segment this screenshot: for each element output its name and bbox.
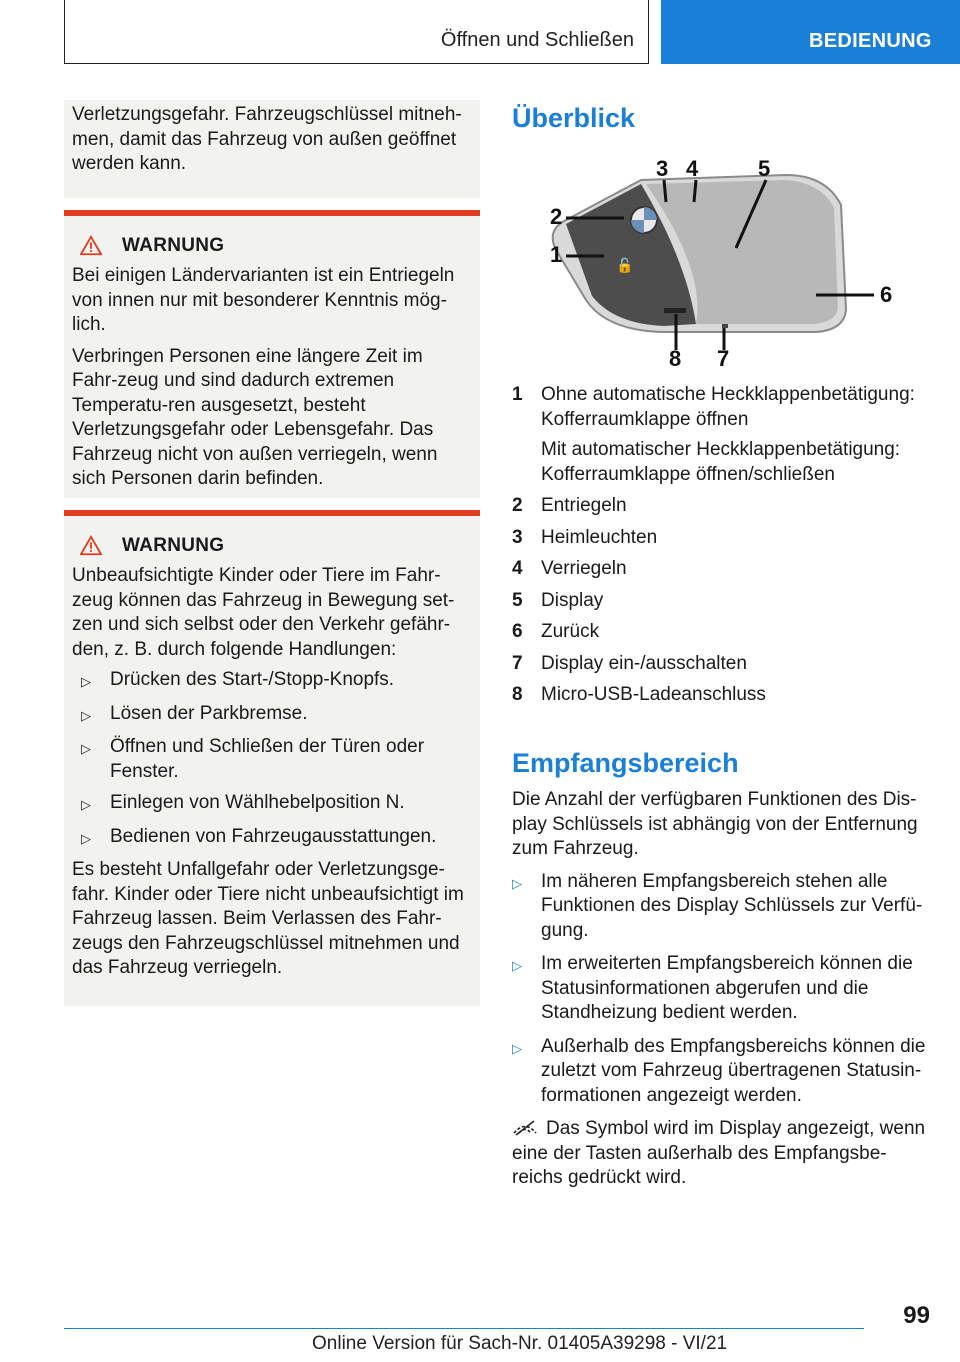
bullet-triangle-icon: ▷: [81, 797, 91, 812]
list-item: 8 Micro-USB-Ladeanschluss: [512, 684, 766, 705]
warning-box-1: [64, 210, 480, 498]
callout-6: 6: [880, 282, 893, 307]
header-section-title: Öffnen und Schließen: [440, 29, 634, 51]
warning-box-2: [64, 510, 480, 1006]
list-item: ▷ Lösen der Parkbremse.: [72, 702, 472, 729]
header-section-tab: [64, 0, 649, 64]
warning-paragraph: Verbringen Personen eine längere Zeit im Fahr-zeug und sind dadurch extremen Temperatu-ren ausgesetzt, besteht Verletzungsgefahr oder Lebensgefahr. Das Fahrzeug nicht von außen verriegeln, wenn sich Personen darin befinden.: [72, 345, 438, 489]
page-number: 99: [903, 1302, 930, 1329]
bullet-triangle-icon: ▷: [512, 1040, 522, 1056]
callout-4: 4: [686, 156, 699, 181]
warning-action-list: [72, 668, 472, 851]
bullet-triangle-icon: ▷: [81, 674, 91, 689]
warning-paragraph: Bei einigen Ländervarianten ist ein Entriegeln von innen nur mit besonderer Kenntnis mög-lich.: [72, 265, 455, 335]
list-item: ▷ Außerhalb des Empfangsbereichs können die zuletzt vom Fahrzeug übertragenen Statusin-formationen angezeigt werden.: [512, 1035, 932, 1109]
svg-text:🔓: 🔓: [616, 258, 634, 274]
range-section: [512, 788, 932, 1191]
list-item: 3 Heimleuchten: [512, 526, 658, 548]
bullet-triangle-icon: ▷: [512, 875, 522, 891]
out-of-range-icon: [512, 1120, 538, 1136]
list-item: 4 Verriegeln: [512, 558, 627, 579]
footer-online-version: Online Version für Sach-Nr. 01405A39298 - VI/21: [312, 1333, 728, 1354]
warning-triangle-icon: [80, 535, 102, 557]
callout-7: 7: [717, 346, 730, 370]
callout-2: 2: [550, 204, 563, 229]
continued-warning-text: Verletzungsgefahr. Fahrzeugschlüssel mitneh-men, damit das Fahrzeug von außen geöffnet werden kann.: [72, 104, 462, 174]
footer-divider: [64, 1328, 864, 1329]
continued-warning-box: [64, 100, 480, 198]
warning-intro: Unbeaufsichtigte Kinder oder Tiere im Fahr-zeug können das Fahrzeug in Bewegung set-zen und sich selbst oder den Verkehr gefähr-den, z. B. durch folgende Handlungen:: [72, 565, 455, 660]
callout-8: 8: [669, 346, 682, 370]
bullet-triangle-icon: ▷: [81, 741, 91, 756]
overview-heading: Überblick: [512, 103, 636, 133]
warning-heading-1: [72, 235, 472, 257]
list-item: 2 Entriegeln: [512, 495, 627, 516]
range-heading: Empfangsbereich: [512, 748, 739, 778]
list-item: 5 Display: [512, 589, 604, 611]
warning-heading-2: [72, 535, 472, 557]
list-item: ▷ Im erweiterten Empfangsbereich können die Statusinformationen abgerufen und die Standheizung bedient werden.: [512, 952, 932, 1026]
range-intro: Die Anzahl der verfügbaren Funktionen des Dis-play Schlüssels ist abhängig von der Entfernung zum Fahrzeug.: [512, 789, 918, 859]
bullet-triangle-icon: ▷: [512, 958, 522, 973]
warning-label: WARNUNG: [122, 235, 225, 256]
header-chapter-title: BEDIENUNG: [809, 30, 932, 52]
display-key-illustration: [546, 150, 906, 370]
warning-label: WARNUNG: [122, 535, 225, 556]
list-item: ▷ Drücken des Start-/Stopp-Knopfs.: [72, 668, 472, 695]
list-item: 7 Display ein-/ausschalten: [512, 652, 747, 674]
warning-outro: Es besteht Unfallgefahr oder Verletzungsge-fahr. Kinder oder Tiere nicht unbeaufsichtigt im Fahrzeug lassen. Beim Verlassen des Fahr-zeugs den Fahrzeugschlüssel mitnehmen und das Fahrzeug verriegeln.: [72, 859, 464, 978]
range-list: [512, 870, 932, 1109]
header-chapter-tab: [661, 0, 960, 64]
range-note: Das Symbol wird im Display angezeigt, wenn eine der Tasten außerhalb des Empfangsbe-reichs gedrückt wird.: [512, 1118, 926, 1188]
callout-1: 1: [550, 242, 563, 267]
warning-triangle-icon: [80, 235, 102, 257]
bullet-triangle-icon: ▷: [81, 830, 91, 846]
list-item: 6 Zurück: [512, 621, 600, 642]
list-item: ▷ Im näheren Empfangsbereich stehen alle Funktionen des Display Schlüssels zur Verfü-gung.: [512, 870, 932, 944]
list-item: ▷ Öffnen und Schließen der Türen oder Fenster.: [72, 735, 472, 784]
bullet-triangle-icon: ▷: [81, 707, 91, 723]
list-item: ▷ Bedienen von Fahrzeugausstattungen.: [72, 825, 472, 852]
list-item: 1 Ohne automatische Heckklappenbetätigung: Kofferraumklappe öffnen Mit automatischer Heckklappenbetätigung: Kofferraumklappe öffnen/schließen: [512, 384, 915, 485]
callout-3: 3: [656, 156, 669, 181]
overview-legend-list: [512, 383, 932, 715]
list-item: ▷ Einlegen von Wählhebelposition N.: [72, 791, 472, 818]
callout-5: 5: [758, 156, 771, 181]
